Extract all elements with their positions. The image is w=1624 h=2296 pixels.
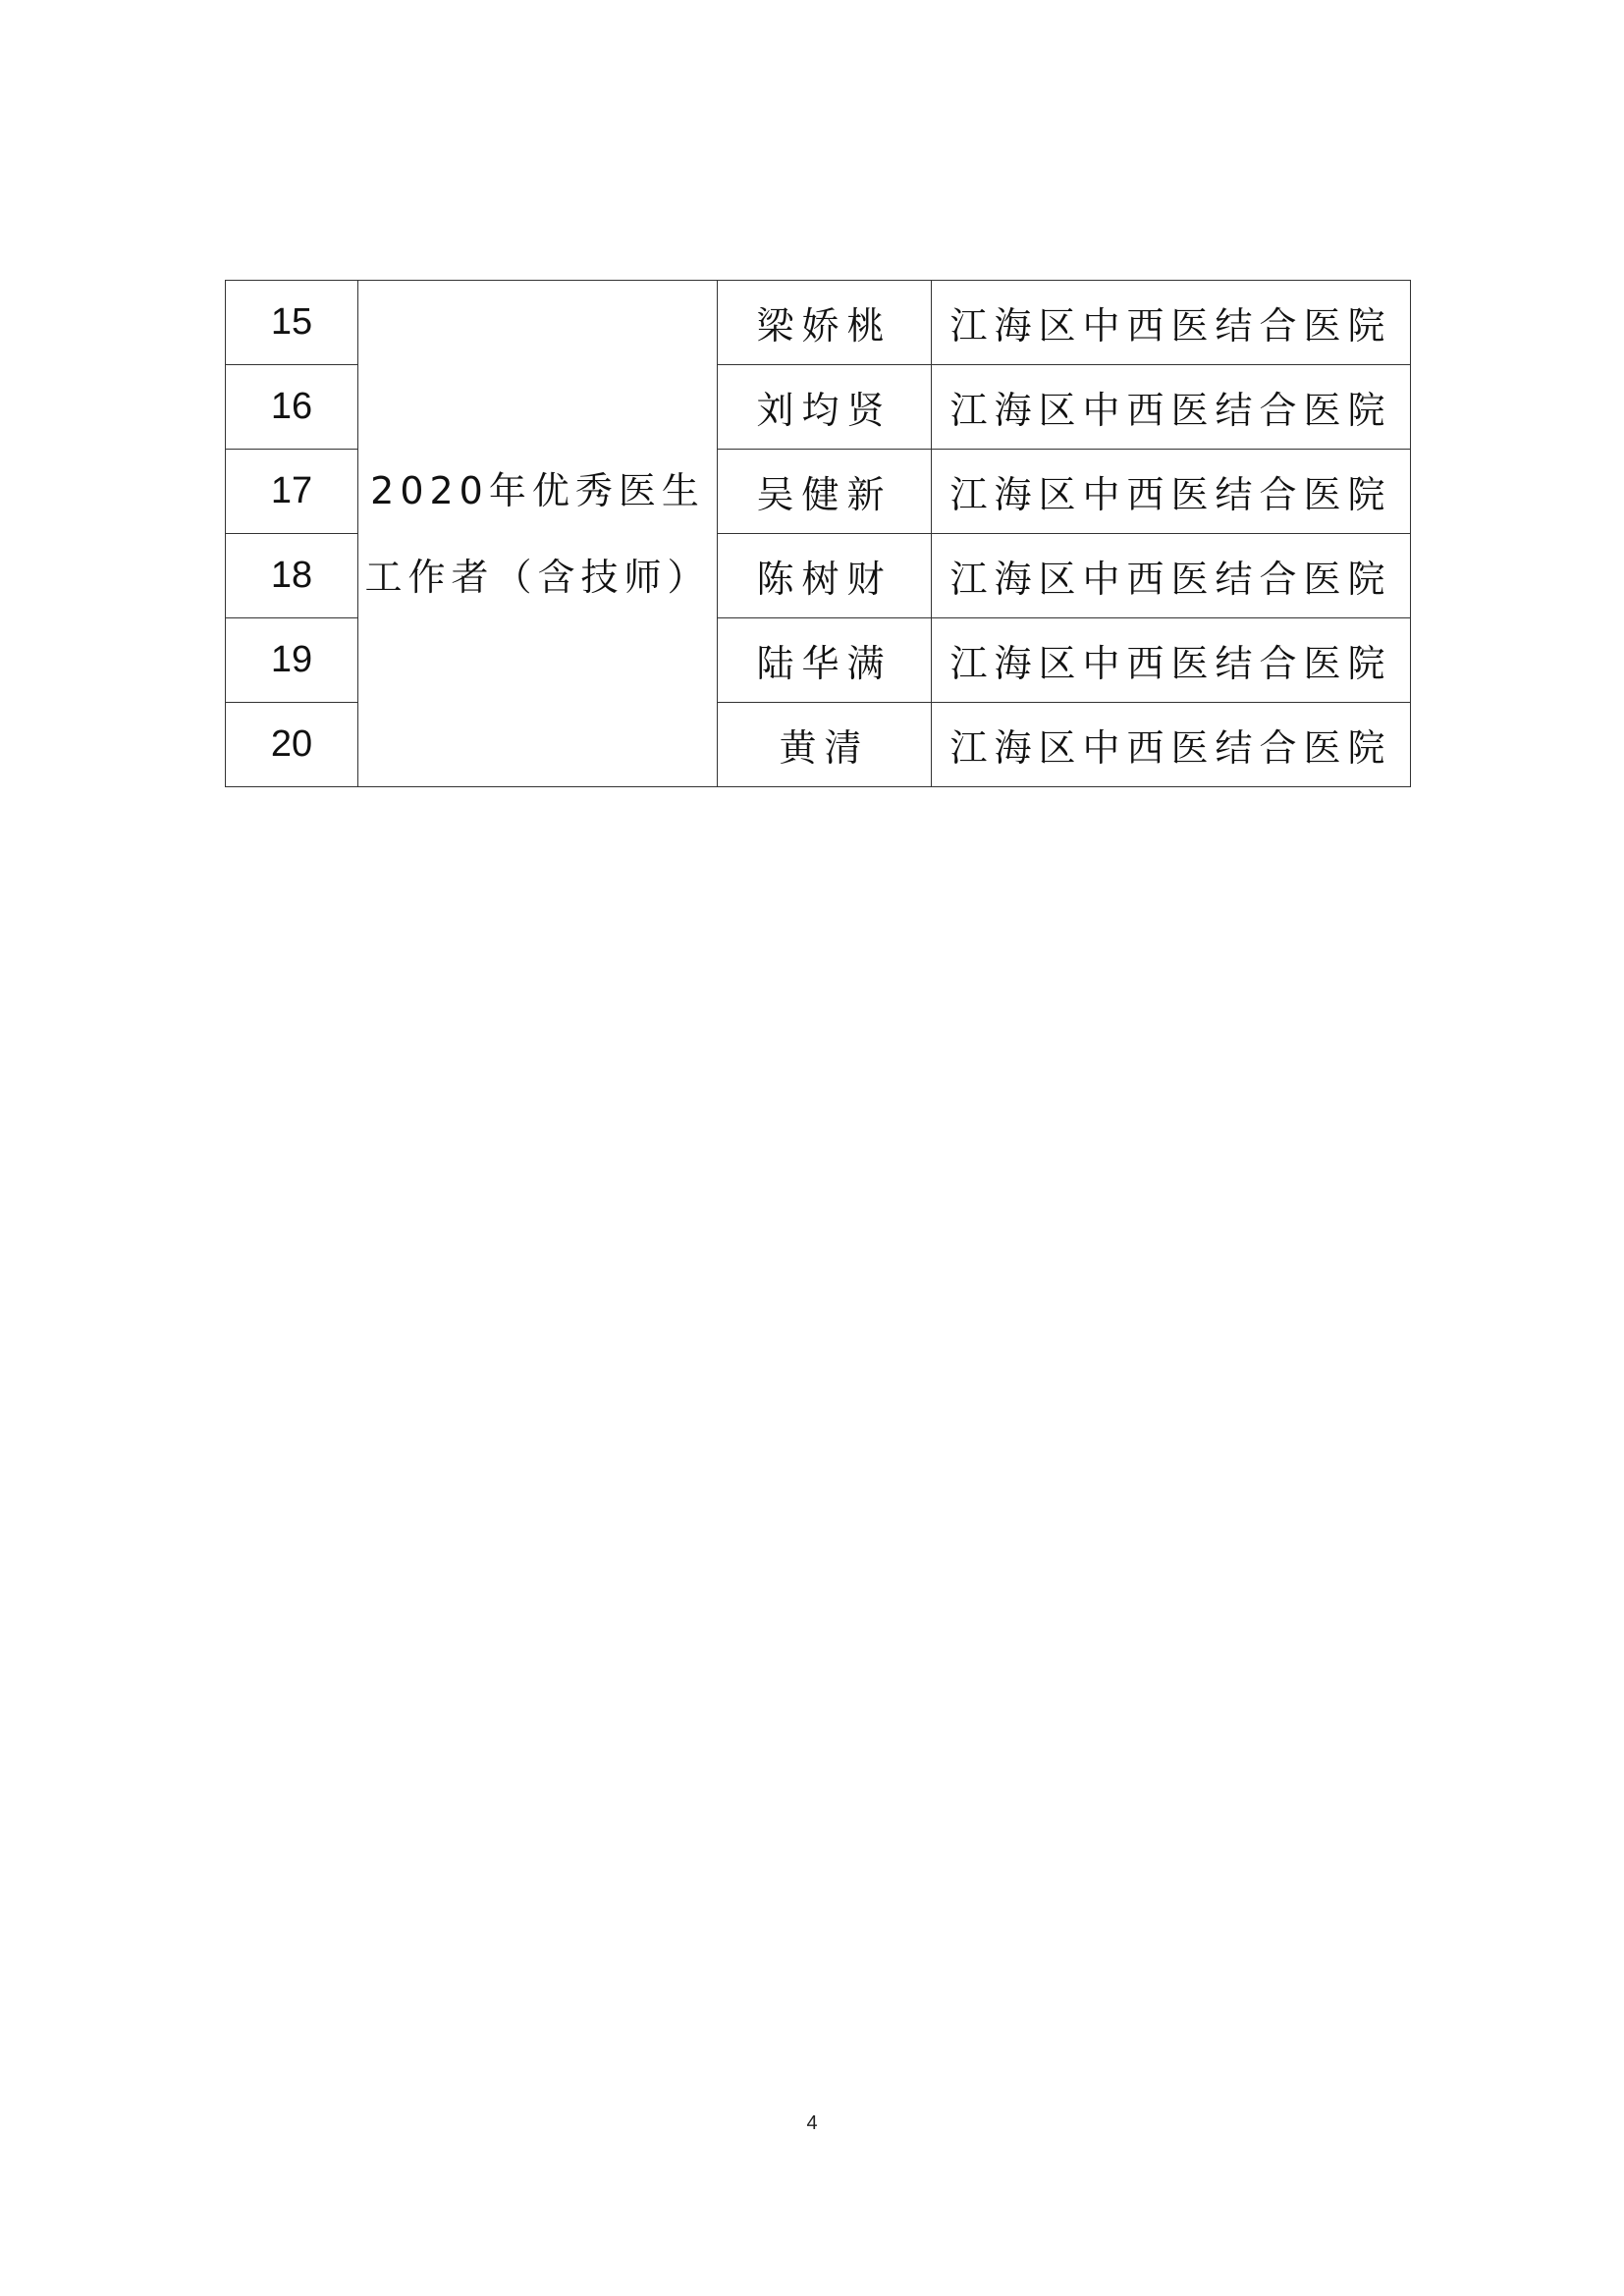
awards-table <box>225 280 1411 787</box>
work-unit: 江海区中西医结合医院 <box>932 281 1411 365</box>
person-name: 吴健新 <box>718 450 932 534</box>
person-name: 陆华满 <box>718 618 932 703</box>
table-row <box>226 281 1411 365</box>
person-name: 刘均贤 <box>718 365 932 450</box>
work-unit: 江海区中西医结合医院 <box>932 703 1411 787</box>
award-category-line-1: 2020年优秀医生 <box>370 468 705 512</box>
person-name: 梁娇桃 <box>718 281 932 365</box>
page-number: 4 <box>806 2112 818 2134</box>
work-unit: 江海区中西医结合医院 <box>932 534 1411 618</box>
work-unit: 江海区中西医结合医院 <box>932 365 1411 450</box>
row-number: 18 <box>226 534 358 618</box>
row-number: 20 <box>226 703 358 787</box>
row-number: 19 <box>226 618 358 703</box>
work-unit: 江海区中西医结合医院 <box>932 450 1411 534</box>
person-name: 黄清 <box>718 703 932 787</box>
person-name: 陈树财 <box>718 534 932 618</box>
row-number: 17 <box>226 450 358 534</box>
row-number: 15 <box>226 281 358 365</box>
award-category <box>358 281 718 787</box>
row-number: 16 <box>226 365 358 450</box>
award-category-line-2: 工作者（含技师） <box>364 555 711 599</box>
work-unit: 江海区中西医结合医院 <box>932 618 1411 703</box>
